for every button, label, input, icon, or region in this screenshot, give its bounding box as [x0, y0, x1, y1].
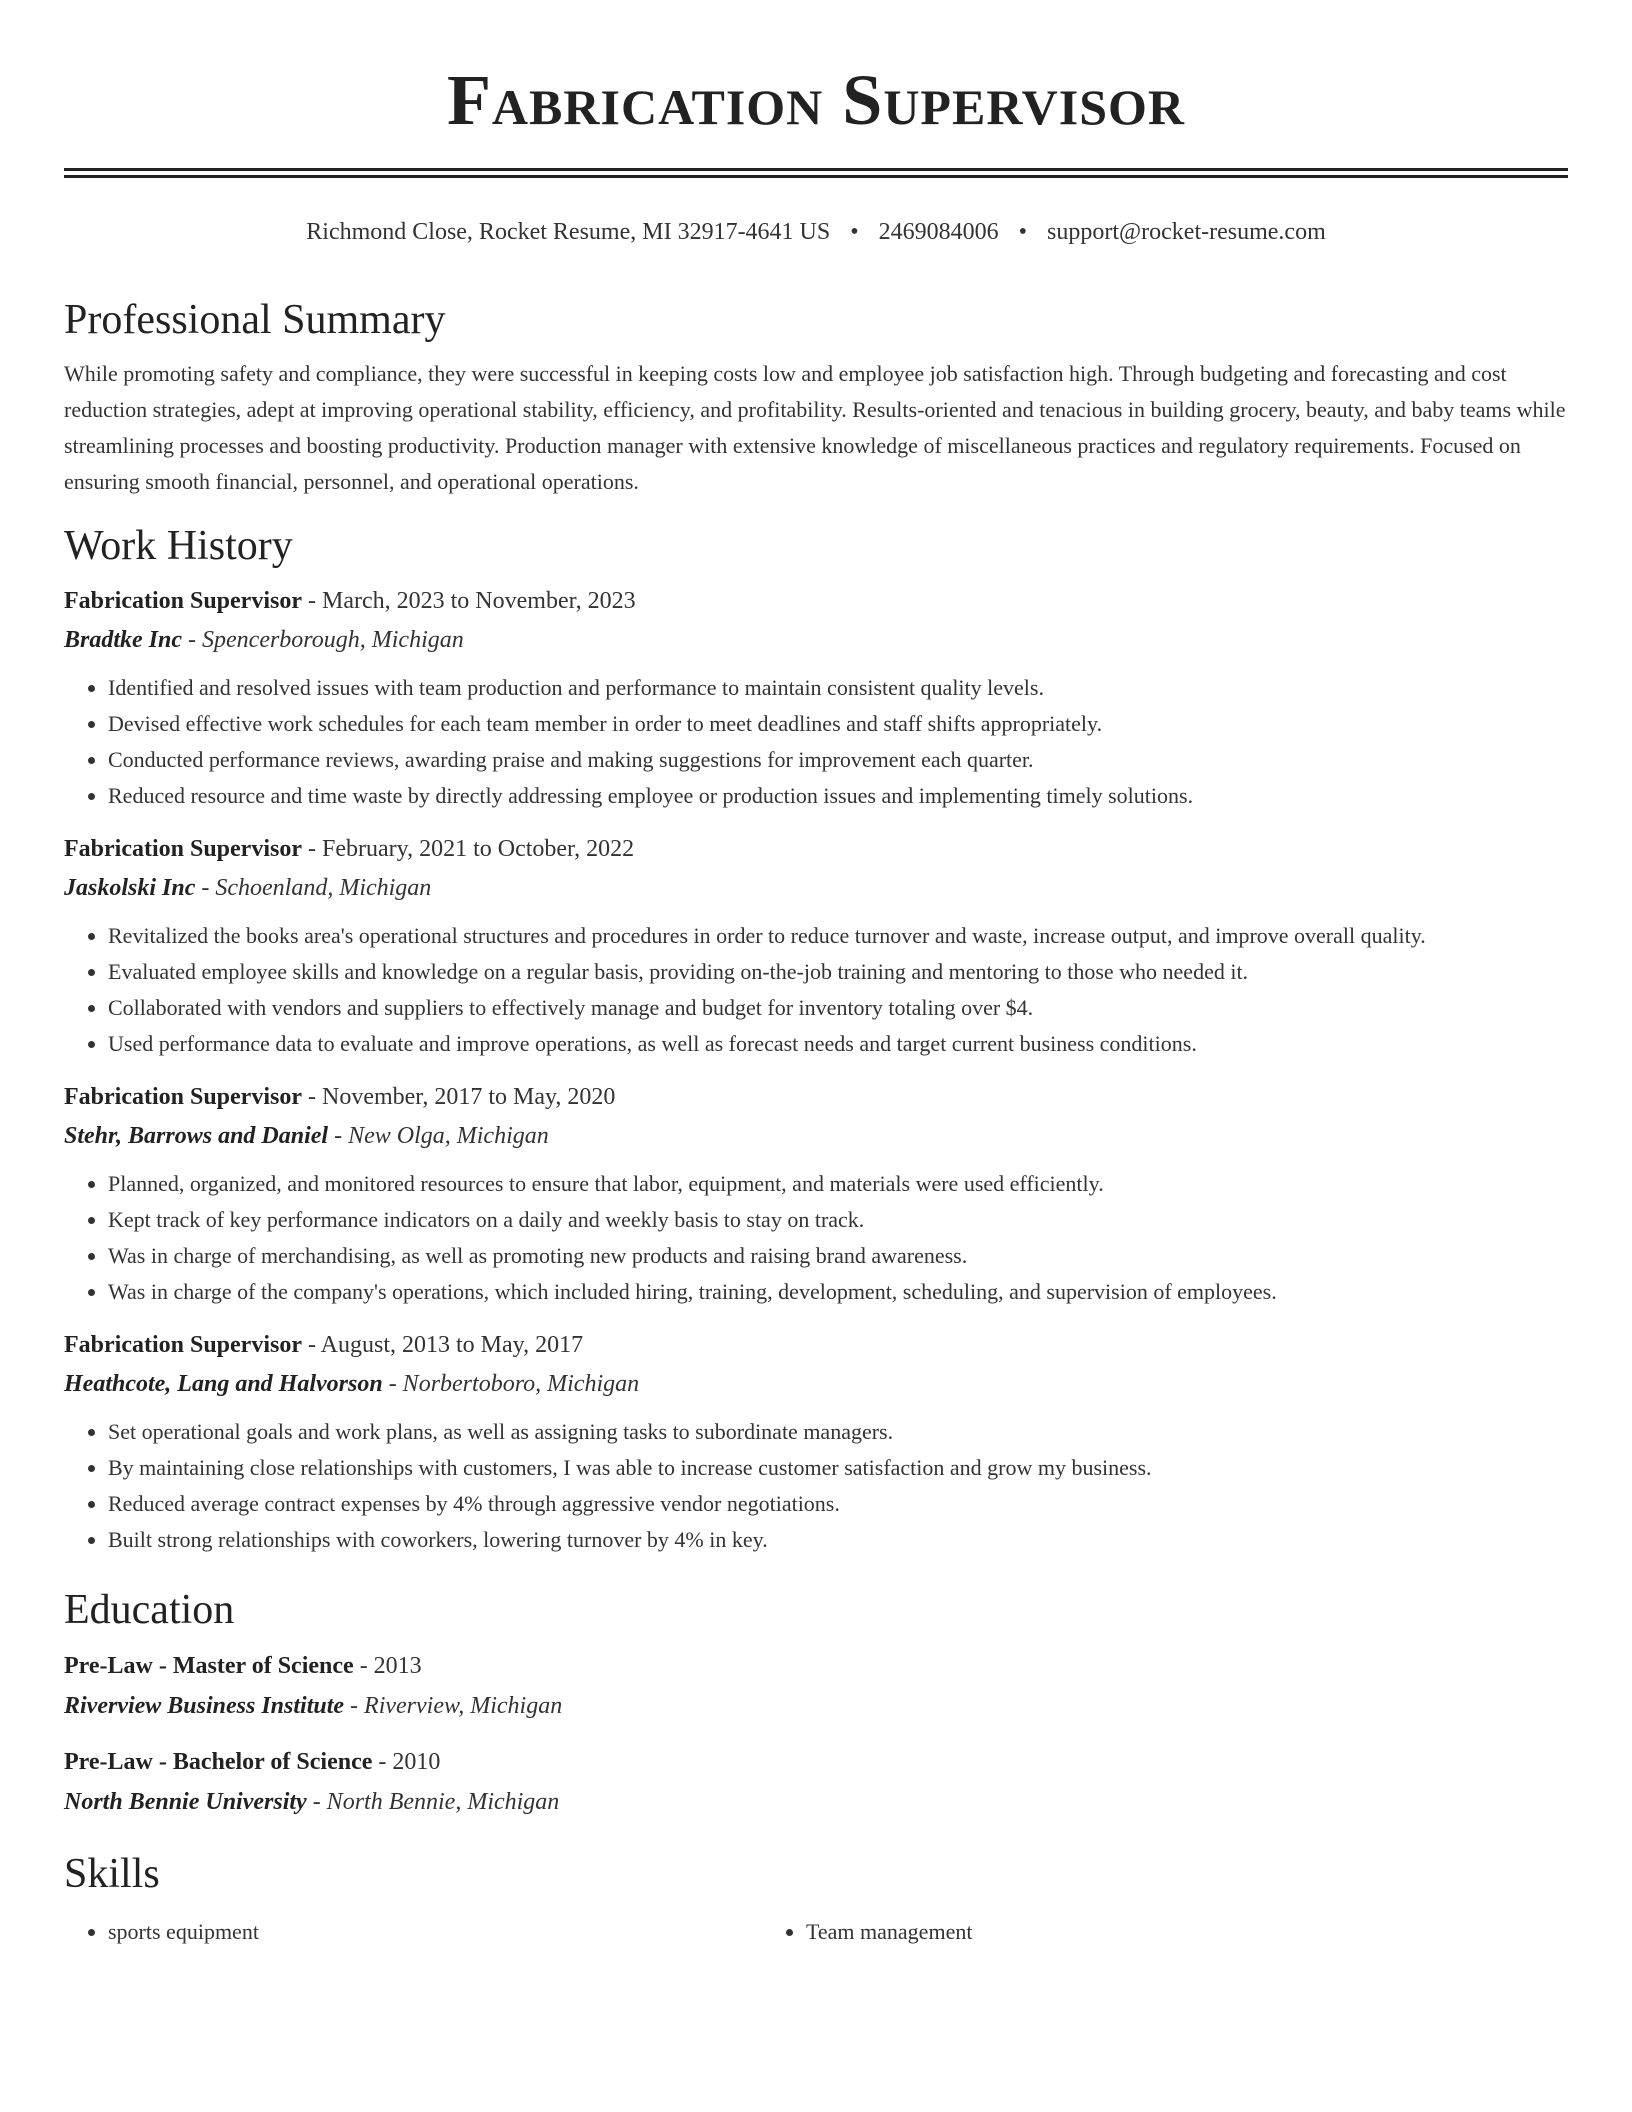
- job-employer: [64, 1365, 1568, 1404]
- job-dates: - November, 2017 to May, 2020: [302, 1084, 616, 1110]
- job-location: - Spencerborough, Michigan: [182, 627, 464, 653]
- job-header: [64, 830, 1568, 869]
- job-title: Fabrication Supervisor: [64, 836, 302, 862]
- skill-item: • sports equipment: [108, 1914, 762, 1950]
- job-employer: [64, 1117, 1568, 1156]
- education-header: [64, 1742, 1568, 1782]
- job-bullet: • Used performance data to evaluate and improve operations, as well as forecast needs and target current business conditions.: [108, 1026, 1568, 1062]
- education-year: - 2013: [353, 1653, 422, 1679]
- job-bullet: • Reduced resource and time waste by directly addressing employee or production issues and implementing timely solutions.: [108, 778, 1568, 814]
- job-bullets: [64, 1414, 1568, 1558]
- job-entry: [64, 830, 1568, 1062]
- education-degree: Pre-Law - Bachelor of Science: [64, 1749, 373, 1775]
- job-location: - Schoenland, Michigan: [195, 875, 432, 901]
- job-company: Jaskolski Inc: [64, 875, 196, 901]
- job-bullet: • Revitalized the books area's operational structures and procedures in order to reduce turnover and waste, increase output, and improve overall quality.: [108, 918, 1568, 954]
- skills-column-right: [762, 1914, 1460, 1950]
- job-location: - New Olga, Michigan: [328, 1123, 549, 1149]
- job-header: [64, 1326, 1568, 1365]
- education-school-line: [64, 1686, 1568, 1726]
- job-company: Bradtke Inc: [64, 627, 183, 653]
- contact-separator: •: [850, 219, 859, 245]
- job-bullet: • Kept track of key performance indicators on a daily and weekly basis to stay on track.: [108, 1202, 1568, 1238]
- job-employer: [64, 869, 1568, 908]
- job-bullet: • Built strong relationships with coworkers, lowering turnover by 4% in key.: [108, 1522, 1568, 1558]
- job-entry: [64, 582, 1568, 814]
- job-bullets: [64, 1166, 1568, 1310]
- education-entry: [64, 1646, 1568, 1726]
- job-dates: - March, 2023 to November, 2023: [302, 588, 636, 614]
- education-year: - 2010: [372, 1749, 441, 1775]
- section-heading-work-history: Work History: [64, 523, 293, 569]
- education-location: - Riverview, Michigan: [344, 1693, 563, 1719]
- job-bullet: • Planned, organized, and monitored resources to ensure that labor, equipment, and materials were used efficiently.: [108, 1166, 1568, 1202]
- job-company: Stehr, Barrows and Daniel: [64, 1123, 329, 1149]
- header-rule-bottom: [64, 175, 1568, 178]
- job-dates: - February, 2021 to October, 2022: [302, 836, 635, 862]
- job-header: [64, 582, 1568, 621]
- job-bullet: • Devised effective work schedules for each team member in order to meet deadlines and staff shifts appropriately.: [108, 706, 1568, 742]
- job-title: Fabrication Supervisor: [64, 588, 302, 614]
- job-bullet: • Evaluated employee skills and knowledge on a regular basis, providing on-the-job training and mentoring to those who needed it.: [108, 954, 1568, 990]
- job-bullet: • Reduced average contract expenses by 4% through aggressive vendor negotiations.: [108, 1486, 1568, 1522]
- skills-list: [64, 1914, 1568, 1950]
- section-heading-education: Education: [64, 1587, 235, 1633]
- job-title: Fabrication Supervisor: [64, 1084, 302, 1110]
- skills-column-left: [64, 1914, 762, 1950]
- job-header: [64, 1078, 1568, 1117]
- education-header: [64, 1646, 1568, 1686]
- contact-line: [64, 214, 1568, 250]
- contact-separator: •: [1018, 219, 1028, 245]
- job-bullets: [64, 918, 1568, 1062]
- resume-name: Fabrication Supervisor: [446, 60, 1186, 140]
- job-dates: - August, 2013 to May, 2017: [302, 1332, 584, 1358]
- job-bullet: • Set operational goals and work plans, as well as assigning tasks to subordinate managers.: [108, 1414, 1568, 1450]
- contact-email[interactable]: support@rocket-resume.com: [1047, 219, 1326, 245]
- job-company: Heathcote, Lang and Halvorson: [64, 1371, 383, 1397]
- job-bullet: • Collaborated with vendors and suppliers to effectively manage and budget for inventory totaling over $4.: [108, 990, 1568, 1026]
- contact-phone: 2469084006: [878, 219, 999, 245]
- section-heading-skills: Skills: [64, 1851, 160, 1897]
- education-school-line: [64, 1782, 1568, 1822]
- job-location: - Norbertoboro, Michigan: [382, 1371, 640, 1397]
- job-bullet: • Was in charge of merchandising, as well as promoting new products and raising brand awareness.: [108, 1238, 1568, 1274]
- job-bullet: • Identified and resolved issues with team production and performance to maintain consistent quality levels.: [108, 670, 1568, 706]
- education-entry: [64, 1742, 1568, 1822]
- education-location: - North Bennie, Michigan: [306, 1789, 560, 1815]
- education-degree: Pre-Law - Master of Science: [64, 1653, 354, 1679]
- education-school: Riverview Business Institute: [64, 1693, 345, 1719]
- summary-text: While promoting safety and compliance, they were successful in keeping costs low and employee job satisfaction high. Through budgeting and forecasting and cost reduction strategies, adept at improving operational stability, efficiency, and profitability. Results-oriented and tenacious in building grocery, beauty, and baby teams while streamlining processes and boosting productivity. Production manager with extensive knowledge of miscellaneous practices and regulatory requirements. Focused on ensuring smooth financial, personnel, and operational operations.: [64, 361, 1566, 494]
- job-title: Fabrication Supervisor: [64, 1332, 302, 1358]
- job-entry: [64, 1326, 1568, 1558]
- job-employer: [64, 621, 1568, 660]
- resume-content: [64, 284, 1568, 1950]
- section-heading-summary: Professional Summary: [64, 297, 446, 343]
- education-school: North Bennie University: [64, 1789, 307, 1815]
- job-bullet: • Conducted performance reviews, awarding praise and making suggestions for improvement each quarter.: [108, 742, 1568, 778]
- header-rule-top: [64, 168, 1568, 171]
- contact-address: Richmond Close, Rocket Resume, MI 32917-4641 US: [306, 219, 831, 245]
- job-bullet: • Was in charge of the company's operations, which included hiring, training, development, scheduling, and supervision of employees.: [108, 1274, 1568, 1310]
- job-entry: [64, 1078, 1568, 1310]
- job-bullet: • By maintaining close relationships with customers, I was able to increase customer satisfaction and grow my business.: [108, 1450, 1568, 1486]
- job-bullets: [64, 670, 1568, 814]
- skill-item: • Team management: [806, 1914, 1460, 1950]
